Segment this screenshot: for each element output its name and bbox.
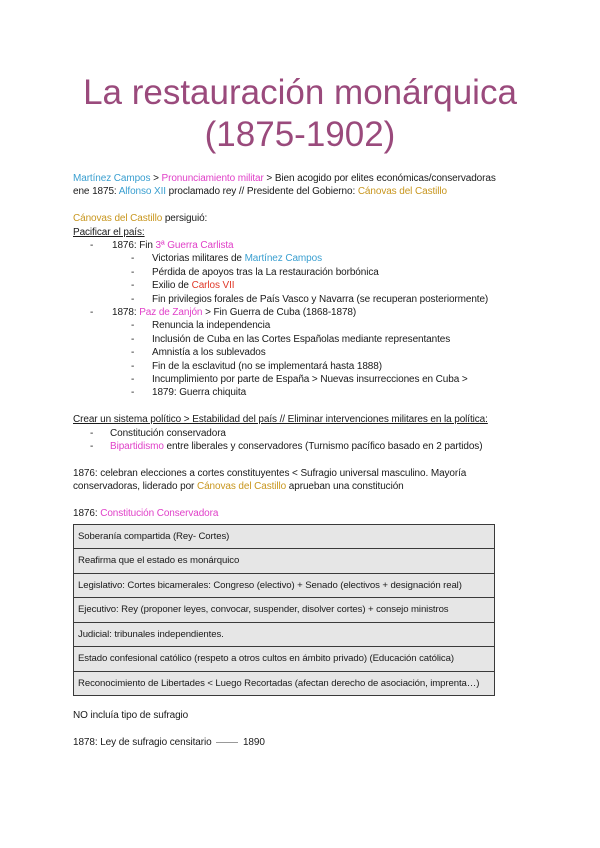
intro-line-2	[73, 185, 533, 198]
bullet-dash: -	[131, 360, 135, 372]
intro-text: > Bien acogido por elites económicas/conservadoras	[263, 173, 496, 184]
constitucion-table	[73, 524, 495, 697]
bullet-dash: -	[131, 387, 135, 399]
item-text: Constitución conservadora	[110, 427, 226, 439]
item-text: Fin de la esclavitud (no se implementará hasta 1888)	[152, 360, 382, 372]
term-bipartidismo: Bipartidismo	[110, 441, 164, 453]
spacer	[73, 454, 533, 467]
table-cell: Ejecutivo: Rey (proponer leyes, convocar, suspender, disolver cortes) + consejo ministros	[74, 598, 495, 623]
item-text: conservadoras, liderado por	[73, 481, 197, 493]
table-row	[74, 622, 495, 647]
sistema-heading: Crear un sistema político > Estabilidad del país // Eliminar intervenciones militares en la política:	[73, 414, 488, 426]
canovas-name: Cánovas del Castillo	[73, 213, 163, 225]
list-item	[73, 239, 533, 252]
item-text: Exilio de	[152, 280, 192, 292]
sub-list-item	[73, 266, 533, 279]
list-item	[73, 440, 533, 453]
term-martinez: Martínez Campos	[244, 253, 322, 265]
bullet-dash: -	[131, 266, 135, 278]
timeline-connector	[216, 742, 238, 743]
constitucion-heading	[73, 507, 533, 520]
intro-text: proclamado rey // Presidente del Gobierno:	[165, 186, 358, 198]
table-row	[74, 671, 495, 696]
item-text: 1876: Fin	[112, 240, 156, 252]
sub-list-item	[73, 293, 533, 306]
bullet-dash: -	[131, 280, 135, 292]
table-row	[74, 647, 495, 672]
sub-list-item	[73, 373, 533, 386]
intro-text: ene 1875:	[73, 186, 119, 198]
bullet-dash: -	[131, 253, 135, 265]
spacer	[73, 400, 533, 413]
bullet-dash: -	[90, 307, 94, 319]
term-canovas: Cánovas del Castillo	[196, 481, 287, 493]
spacer	[73, 696, 533, 709]
item-text: 1876:	[73, 508, 101, 520]
canovas-heading	[73, 212, 533, 225]
intro-line-1	[73, 172, 533, 185]
intro-term-canovas: Cánovas del Castillo	[357, 186, 447, 198]
term-paz-zanjon: Paz de Zanjón	[139, 307, 203, 319]
sub-list-item	[73, 360, 533, 373]
bullet-dash: -	[131, 293, 135, 305]
intro-term-pronunciamiento: Pronunciamiento militar	[161, 173, 264, 184]
item-text: 1879: Guerra chiquita	[152, 387, 247, 399]
item-text: aprueban una constitución	[286, 481, 404, 493]
table-cell: Reconocimiento de Libertades < Luego Recortadas (afectan derecho de asociación, imprenta…)	[74, 671, 495, 696]
table-row	[74, 598, 495, 623]
pacificar-heading: Pacificar el país:	[73, 226, 145, 238]
table-row	[74, 524, 495, 549]
bullet-dash: -	[131, 320, 135, 332]
spacer	[73, 199, 533, 212]
list-item	[73, 306, 533, 319]
year-1890: 1890	[242, 737, 265, 749]
sub-list-item	[73, 386, 533, 399]
table-cell: Estado confesional católico (respeto a otros cultos en ámbito privado) (Educación católica)	[74, 647, 495, 672]
title-line-2: (1875-1902)	[204, 115, 396, 154]
table-cell: Legislativo: Cortes bicamerales: Congreso (electivo) + Senado (electivos + designación real)	[74, 573, 495, 598]
elecciones-line-2	[73, 480, 533, 493]
sub-list-item	[73, 346, 533, 359]
term-guerra-carlista: 3ª Guerra Carlista	[155, 240, 234, 252]
intro-text: >	[150, 173, 162, 184]
term-carlos-vii: Carlos VII	[191, 280, 235, 292]
table-row	[74, 573, 495, 598]
item-text: Amnistía a los sublevados	[152, 347, 266, 359]
item-text: > Fin Guerra de Cuba (1868-1878)	[202, 307, 357, 319]
page-title	[0, 72, 600, 156]
table-row	[74, 549, 495, 574]
title-line-1: La restauración monárquica	[83, 73, 517, 112]
spacer	[73, 494, 533, 507]
bullet-dash: -	[131, 374, 135, 386]
spacer	[73, 723, 533, 736]
bullet-dash: -	[90, 441, 94, 453]
list-item	[73, 427, 533, 440]
ley-sufragio-line	[73, 736, 533, 749]
intro-term-martinez: Martínez Campos	[73, 173, 151, 184]
bullet-dash: -	[131, 347, 135, 359]
item-text: Renuncia la independencia	[152, 320, 271, 332]
bullet-dash: -	[131, 333, 135, 345]
item-text: Inclusión de Cuba en las Cortes Españolas mediante representantes	[152, 333, 451, 345]
elecciones-line-1: 1876: celebran elecciones a cortes constituyentes < Sufragio universal masculino. Mayoría	[73, 467, 467, 479]
item-text: 1878:	[112, 307, 140, 319]
table-cell: Soberanía compartida (Rey- Cortes)	[74, 524, 495, 549]
sub-list-item	[73, 279, 533, 292]
item-text: 1878: Ley de sufragio censitario	[73, 737, 212, 749]
sub-list-item	[73, 252, 533, 265]
sub-list-item	[73, 319, 533, 332]
item-text: Pérdida de apoyos tras la La restauración borbónica	[152, 266, 379, 278]
sub-list-item	[73, 333, 533, 346]
item-text: Fin privilegios forales de País Vasco y Navarra (se recuperan posteriormente)	[152, 293, 489, 305]
item-text: Incumplimiento por parte de España > Nuevas insurrecciones en Cuba >	[152, 374, 468, 386]
document-body	[73, 172, 533, 750]
no-sufragio-note: NO incluía tipo de sufragio	[73, 710, 189, 722]
intro-term-alfonso: Alfonso XII	[118, 186, 166, 198]
canovas-heading-text: persiguió:	[162, 213, 208, 225]
item-text: Victorias militares de	[152, 253, 245, 265]
item-text: entre liberales y conservadores (Turnismo pacífico basado en 2 partidos)	[163, 441, 483, 453]
table-cell: Reafirma que el estado es monárquico	[74, 549, 495, 574]
term-constitucion: Constitución Conservadora	[100, 508, 219, 520]
table-cell: Judicial: tribunales independientes.	[74, 622, 495, 647]
bullet-dash: -	[90, 427, 94, 439]
bullet-dash: -	[90, 240, 94, 252]
